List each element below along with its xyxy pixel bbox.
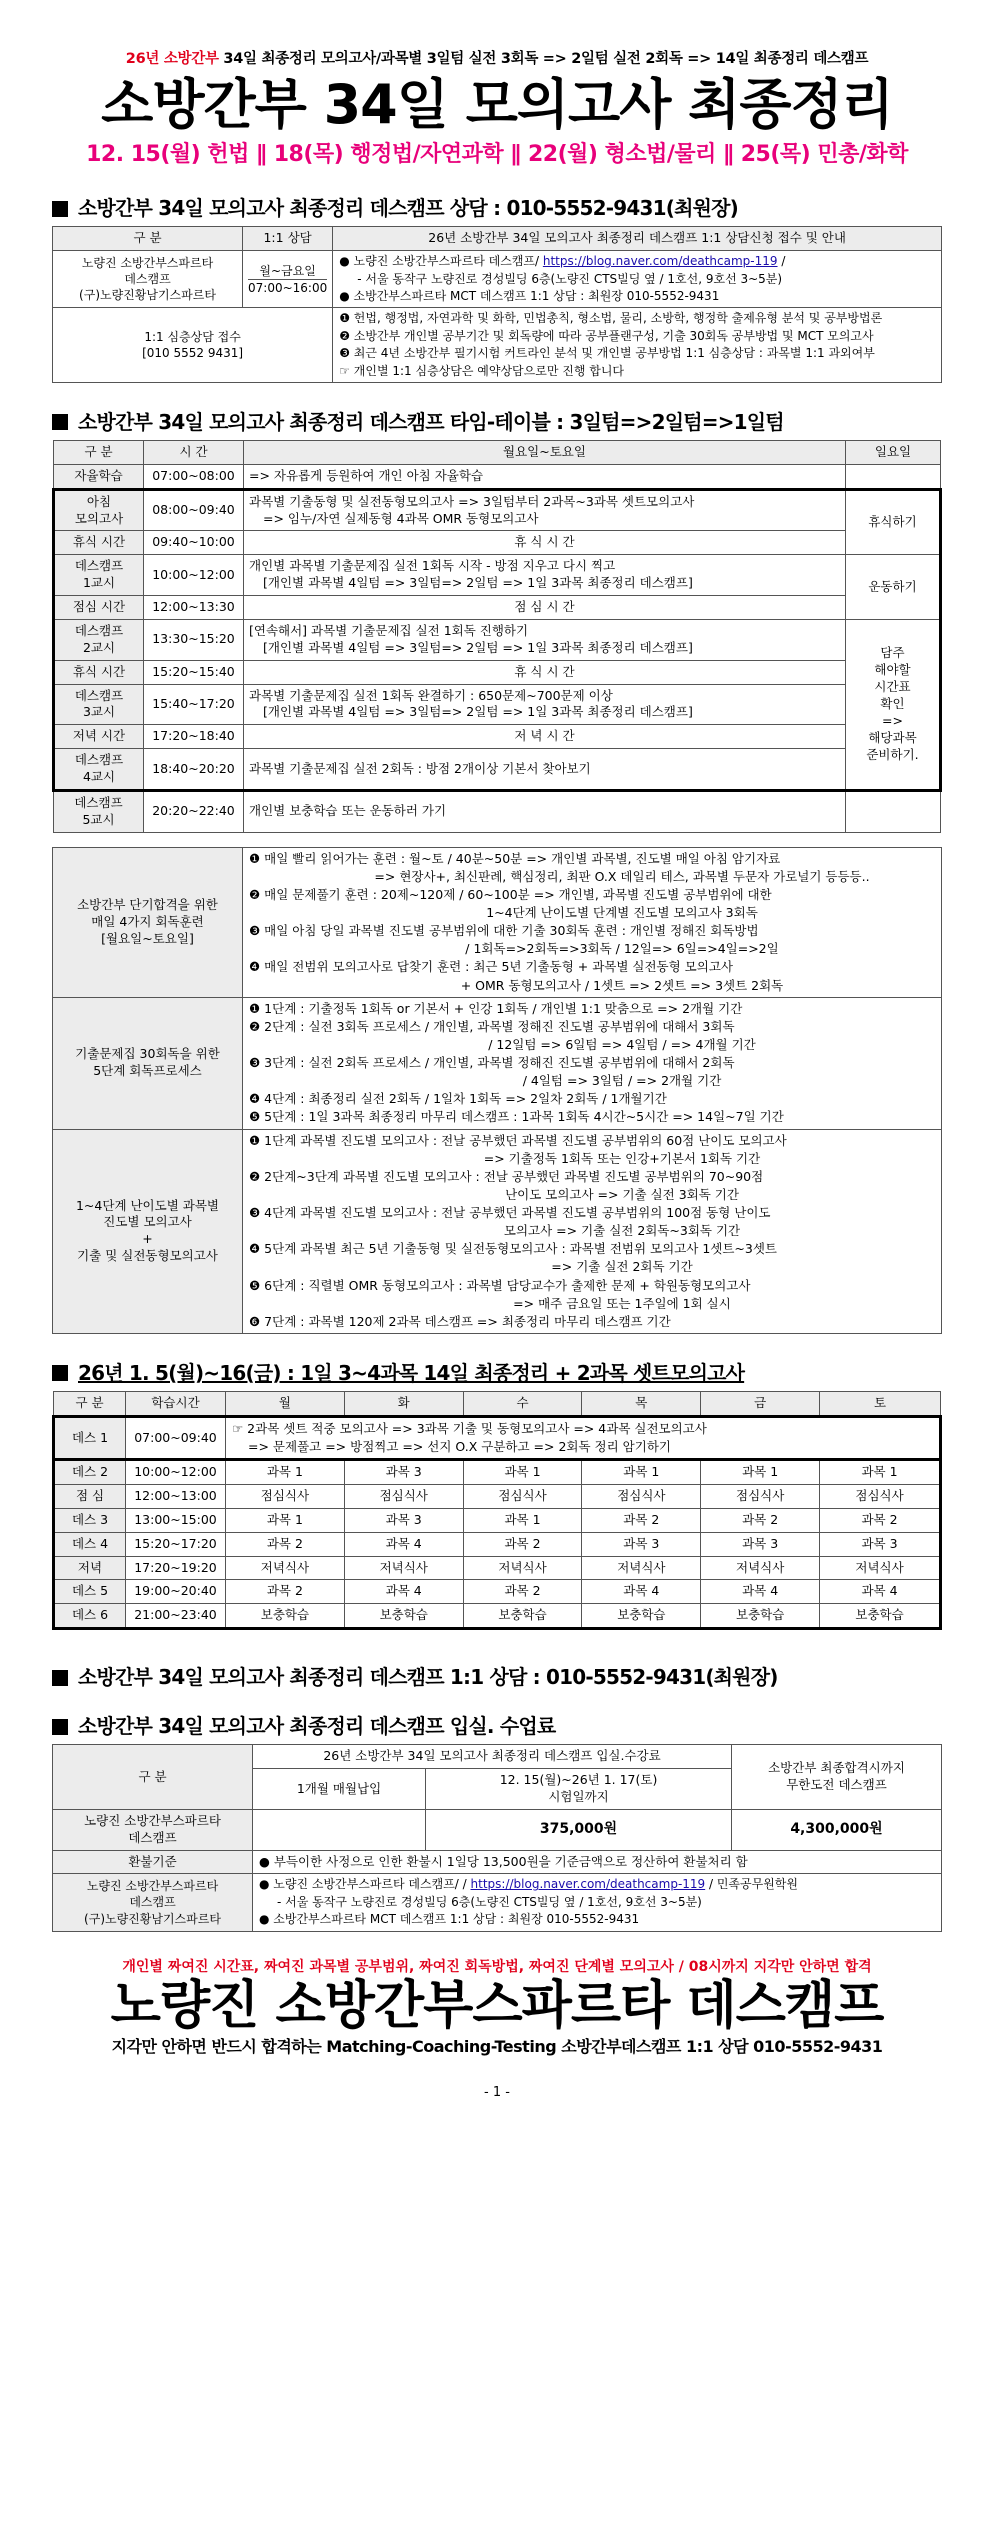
timetable-row (54, 596, 941, 620)
jan-cell: 과목 1 (582, 1460, 701, 1485)
timetable-row (54, 555, 941, 596)
method-label: 기출문제집 30회독을 위한 5단계 회독프로세스 (53, 997, 243, 1129)
consult-header-1on1: 1:1 상담 (243, 227, 333, 251)
jan-row-time: 07:00~09:40 (126, 1416, 226, 1459)
jan-row-time: 19:00~20:40 (126, 1580, 226, 1604)
jan-row-label: 데스 6 (54, 1604, 126, 1629)
jan-row (54, 1556, 941, 1580)
fee-header-monthly: 1개월 매월납입 (253, 1769, 426, 1810)
jan-cell: 과목 3 (701, 1532, 820, 1556)
jan-cell: 점심식사 (344, 1484, 463, 1508)
timetable-row-content: 과목별 기출문제집 실전 1회독 완결하기 : 650문제~700문제 이상 [개인별 과목별 4일텀 => 3일텀=> 2일텀 => 1일 3과목 최종정리 데스캠프] (244, 684, 846, 725)
jan-cell: 과목 3 (820, 1532, 941, 1556)
jan-cell: 과목 2 (463, 1532, 582, 1556)
timetable-row-content: 과목별 기출동형 및 실전동형모의고사 => 3일텀부터 2과목~3과목 셋트모의고사 => 임누/자연 실제동형 4과목 OMR 동형모의고사 (244, 489, 846, 531)
fee-price-unlimited: 4,300,000원 (732, 1809, 942, 1850)
jan-cell: 보충학습 (226, 1604, 345, 1629)
timetable-row-time: 07:00~08:00 (144, 464, 244, 489)
fee-section-title: 소방간부 34일 모의고사 최종정리 데스캠프 입실. 수업료 (52, 1713, 942, 1740)
jan-row (54, 1580, 941, 1604)
jan-cell: 과목 2 (701, 1508, 820, 1532)
jan-cell: 과목 1 (463, 1508, 582, 1532)
jan-cell: 보충학습 (820, 1604, 941, 1629)
fee-addr-label: 노량진 소방간부스파르타 데스캠프 (구)노량진황남기스파르타 (53, 1874, 253, 1931)
jan-cell: 보충학습 (582, 1604, 701, 1629)
top-tagline-rest: 34일 최종정리 모의고사/과목별 3일텀 실전 3회독 => 2일텀 실전 2회독 => 14일 최종정리 데스캠프 (223, 51, 869, 67)
jan-cell: 과목 1 (226, 1508, 345, 1532)
timetable-row (54, 464, 941, 489)
timetable-sun-merged: 담주 해야할 시간표 확인 => 해당과목 준비하기. (846, 619, 941, 790)
refund-text: ● 부득이한 사정으로 인한 환불시 1일당 13,500원을 기준금액으로 정산하여 환불처리 함 (253, 1850, 942, 1874)
fee-row-label: 노량진 소방간부스파르타 데스캠프 (53, 1809, 253, 1850)
timetable (52, 440, 942, 833)
square-bullet-icon (52, 1365, 68, 1381)
jan-cell: 점심식사 (820, 1484, 941, 1508)
jan-cell: 과목 3 (344, 1508, 463, 1532)
jan-row (54, 1508, 941, 1532)
jan-cell: 과목 1 (463, 1460, 582, 1485)
timetable-row-label: 자율학습 (54, 464, 144, 489)
jan-row-time: 12:00~13:00 (126, 1484, 226, 1508)
jan-row-time: 10:00~12:00 (126, 1460, 226, 1485)
timetable-header-weekday: 월요일~토요일 (244, 440, 846, 464)
timetable-row-label: 데스캠프 1교시 (54, 555, 144, 596)
jan-table (52, 1391, 942, 1630)
refund-label: 환불기준 (53, 1850, 253, 1874)
timetable-row-label: 데스캠프 3교시 (54, 684, 144, 725)
fee-table (52, 1744, 942, 1931)
jan-cell: 과목 3 (582, 1532, 701, 1556)
jan-cell: 과목 1 (701, 1460, 820, 1485)
jan-cell: 보충학습 (463, 1604, 582, 1629)
method-label: 소방간부 단기합격을 위한 매일 4가지 회독훈련 [월요일~토요일] (53, 847, 243, 997)
timetable-row-content: 점 심 시 간 (244, 596, 846, 620)
timetable-row-content: 휴 식 시 간 (244, 531, 846, 555)
method-content: ❶ 1단계 과목별 진도별 모의고사 : 전날 공부했던 과목별 진도별 공부범위의 60점 난이도 모의고사 => 기출정독 1회독 또는 인강+기본서 1회독 기간 ❷ 2단계~3단계 과목별 진도별 모의고사 : 전날 공부했던 과목별 진도별 공부범위의 70~90점 난이도 모의고사 => 기출 실전 3회독 기간 ❸ 4단계 과목별 진도별 모의고사 : 전날 공부했던 과목별 진도별 공부범위의 100점 동형 난이도 모의고사 => 기출 실전 2회독~3회독 기간 ❹ 5단계 과목별 최근 5년 기출동형 및 실전동형모의고사 : 과목별 전범위 모의고사 1셋트~3셋트 => 기출 실전 2회독 기간 ❺ 6단계 : 직렬별 OMR 동형모의고사 : 과목별 담당교수가 출제한 문제 + 학원동형모의고사 => 매주 금요일 또는 1주일에 1회 실시 ❻ 7단계 : 과목별 120제 2과목 데스캠프 => 최종정리 마무리 데스캠프 기간 (243, 1129, 942, 1333)
timetable-sun-cell: 휴식하기 (846, 489, 941, 555)
timetable-row (54, 684, 941, 725)
timetable-row-time: 15:40~17:20 (144, 684, 244, 725)
timetable-header-time: 시 간 (144, 440, 244, 464)
square-bullet-icon (52, 201, 68, 217)
jan-row (54, 1460, 941, 1485)
timetable-row-time: 10:00~12:00 (144, 555, 244, 596)
top-tagline-prefix: 26년 소방간부 (125, 51, 219, 67)
timetable-header-gubun: 구 분 (54, 440, 144, 464)
fee-header-main: 26년 소방간부 34일 모의고사 최종정리 데스캠프 입실.수강료 (253, 1745, 732, 1769)
jan-header: 학습시간 (126, 1391, 226, 1416)
jan-cell: 과목 1 (820, 1460, 941, 1485)
footer-subtitle: 지각만 안하면 반드시 합격하는 Matching-Coaching-Testing 소방간부데스캠프 1:1 상담 010-5552-9431 (111, 2037, 883, 2057)
jan-row-time: 15:20~17:20 (126, 1532, 226, 1556)
jan-cell: 저녁식사 (344, 1556, 463, 1580)
jan-section-title: 26년 1. 5(월)~16(금) : 1일 3~4과목 14일 최종정리 + 2과목 셋트모의고사 (52, 1360, 942, 1387)
timetable-row-time: 08:00~09:40 (144, 489, 244, 531)
jan-cell: 저녁식사 (582, 1556, 701, 1580)
timetable-section-title: 소방간부 34일 모의고사 최종정리 데스캠프 타임-테이블 : 3일텀=>2일텀=>1일텀 (52, 409, 942, 436)
methods-table (52, 847, 942, 1334)
timetable-row-time: 09:40~10:00 (144, 531, 244, 555)
top-tagline (52, 50, 942, 70)
jan-cell: 보충학습 (344, 1604, 463, 1629)
jan-row1-content: ☞ 2과목 셋트 적중 모의고사 => 3과목 기출 및 동형모의고사 => 4과목 실전모의고사 => 문제풀고 => 방점찍고 => 선지 O.X 구분하고 => 2회독 정리 암기하기 (226, 1416, 941, 1459)
jan-cell: 보충학습 (701, 1604, 820, 1629)
consult-section-title: 소방간부 34일 모의고사 최종정리 데스캠프 상담 : 010-5552-9431(최원장) (52, 195, 942, 222)
jan-cell: 과목 1 (226, 1460, 345, 1485)
jan-row (54, 1532, 941, 1556)
jan-row (54, 1484, 941, 1508)
jan-row-time: 17:20~19:20 (126, 1556, 226, 1580)
timetable-row-content: [연속해서] 과목별 기출문제집 실전 1회독 진행하기 [개인별 과목별 4일텀 => 3일텀=> 2일텀 => 1일 3과목 최종정리 데스캠프] (244, 619, 846, 660)
jan-cell: 과목 4 (344, 1532, 463, 1556)
consult-row1-time: 월~금요일 07:00~16:00 (243, 251, 333, 308)
jan-header: 구 분 (54, 1391, 126, 1416)
footer-title: 노량진 소방간부스파르타 데스캠프 (110, 1975, 884, 2036)
timetable-row-label: 데스캠프 2교시 (54, 619, 144, 660)
timetable-row (54, 531, 941, 555)
jan-cell: 과목 4 (582, 1580, 701, 1604)
timetable-row-time: 12:00~13:30 (144, 596, 244, 620)
fee-header-gubun: 구 분 (53, 1745, 253, 1810)
jan-row-label: 데스 4 (54, 1532, 126, 1556)
consult-header-gubun: 구 분 (53, 227, 243, 251)
exam-dates: 12. 15(월) 헌법 ∥ 18(목) 행정법/자연과학 ∥ 22(월) 형소법/물리 ∥ 25(목) 민총/화학 (86, 141, 908, 167)
jan-header: 목 (582, 1391, 701, 1416)
jan-cell: 저녁식사 (701, 1556, 820, 1580)
jan-cell: 점심식사 (226, 1484, 345, 1508)
jan-row-time: 13:00~15:00 (126, 1508, 226, 1532)
method-row (53, 997, 942, 1129)
timetable-row-label: 저녁 시간 (54, 725, 144, 749)
timetable-sun-cell (846, 790, 941, 832)
blog-link[interactable]: https://blog.naver.com/deathcamp-119 (542, 254, 778, 269)
square-bullet-icon (52, 1719, 68, 1735)
jan-cell: 과목 3 (344, 1460, 463, 1485)
timetable-header-sunday: 일요일 (846, 440, 941, 464)
jan-header: 수 (463, 1391, 582, 1416)
document-page (52, 50, 942, 2101)
consult-row1-info: ● 노량진 소방간부스파르타 데스캠프/ https://blog.naver.com/deathcamp-119 / - 서울 동작구 노량진로 경성빌딩 6층(노량진 CTS빌딩 옆 / 1호선, 9호선 3~5분) ● 소방간부스파르타 MCT 데스캠프 1:1 상담 : 최원장 010-5552-9431 (333, 251, 942, 308)
blog-link-2[interactable]: https://blog.naver.com/deathcamp-119 (470, 1877, 706, 1892)
jan-row-label: 데스 2 (54, 1460, 126, 1485)
method-row (53, 847, 942, 997)
page-title: 소방간부 34일 모의고사 최종정리 (101, 72, 893, 136)
jan-cell: 점심식사 (701, 1484, 820, 1508)
timetable-row-time: 18:40~20:20 (144, 749, 244, 791)
jan-row-label: 점 심 (54, 1484, 126, 1508)
jan-row-label: 데스 5 (54, 1580, 126, 1604)
method-label: 1~4단계 난이도별 과목별 진도별 모의고사 + 기출 및 실전동형모의고사 (53, 1129, 243, 1333)
jan-cell: 과목 2 (226, 1532, 345, 1556)
consult-table (52, 226, 942, 383)
timetable-row-content: => 자유롭게 등원하여 개인 아침 자율학습 (244, 464, 846, 489)
fee-addr-info: ● 노량진 소방간부스파르타 데스캠프/ / https://blog.naver.com/deathcamp-119 / 민족공무원학원 - 서울 동작구 노량진로 경성빌딩 6층(노량진 CTS빌딩 옆 / 1호선, 9호선 3~5분) ● 소방간부스파르타 MCT 데스캠프 1:1 상담 : 최원장 010-5552-9431 (253, 1874, 942, 1931)
jan-header: 월 (226, 1391, 345, 1416)
method-content: ❶ 1단계 : 기출정독 1회독 or 기본서 + 인강 1회독 / 개인별 1:1 맞춤으로 => 2개월 기간 ❷ 2단계 : 실전 3회독 프로세스 / 개인별, 과목별 정해진 진도별 공부범위에 대해서 3회독 / 12일텀 => 6일텀 => 4일텀 / => 4개월 기간 ❸ 3단계 : 실전 2회독 프로세스 / 개인별, 과목별 정해진 진도별 공부범위에 대해서 2회독 / 4일텀 => 3일텀 / => 2개월 기간 ❹ 4단계 : 최종정리 실전 2회독 / 1일차 1회독 => 2일차 2회독 / 1개월기간 ❺ 5단계 : 1일 3과목 최종정리 마무리 데스캠프 : 1과목 1회독 4시간~5시간 => 14일~7일 기간 (243, 997, 942, 1129)
timetable-row-content: 과목별 기출문제집 실전 2회독 : 방점 2개이상 기본서 찾아보기 (244, 749, 846, 791)
footer-red-line: 개인별 짜여진 시간표, 짜여진 과목별 공부범위, 짜여진 회독방법, 짜여진 단계별 모의고사 / 08시까지 지각만 안하면 합격 (122, 1958, 872, 1975)
jan-cell: 과목 2 (463, 1580, 582, 1604)
jan-row-label: 저녁 (54, 1556, 126, 1580)
timetable-row-time: 13:30~15:20 (144, 619, 244, 660)
timetable-row (54, 619, 941, 660)
timetable-row (54, 790, 941, 832)
jan-row-label: 데스 3 (54, 1508, 126, 1532)
timetable-row (54, 725, 941, 749)
consult2-section-title: 소방간부 34일 모의고사 최종정리 데스캠프 1:1 상담 : 010-5552-9431(최원장) (52, 1664, 942, 1691)
jan-cell: 과목 4 (820, 1580, 941, 1604)
square-bullet-icon (52, 1670, 68, 1686)
jan-header: 토 (820, 1391, 941, 1416)
consult-row2-info: ❶ 헌법, 행정법, 자연과학 및 화학, 민법총칙, 형소법, 물리, 소방학, 행정학 출제유형 분석 및 공부방법론 ❷ 소방간부 개인별 공부기간 및 회독량에 따라 공부플랜구성, 기출 30회독 공부방법 및 MCT 모의고사 ❸ 최근 4년 소방간부 필기시험 커트라인 분석 및 개인별 공부방법 1:1 심층상담 : 과목별 1:1 과외여부 ☞ 개인별 1:1 심층상담은 예약상담으로만 진행 합니다 (333, 308, 942, 383)
timetable-row (54, 749, 941, 791)
fee-empty-cell (253, 1809, 426, 1850)
jan-cell: 저녁식사 (820, 1556, 941, 1580)
fee-header-right: 소방간부 최종합격시까지 무한도전 데스캠프 (732, 1745, 942, 1810)
jan-cell: 점심식사 (582, 1484, 701, 1508)
jan-header: 금 (701, 1391, 820, 1416)
timetable-sun-cell: 운동하기 (846, 555, 941, 620)
jan-cell: 과목 4 (344, 1580, 463, 1604)
timetable-row-content: 저 녁 시 간 (244, 725, 846, 749)
timetable-row-time: 15:20~15:40 (144, 660, 244, 684)
timetable-row (54, 489, 941, 531)
jan-cell: 과목 2 (226, 1580, 345, 1604)
consult-row2-label: 1:1 심층상담 접수 [010 5552 9431] (53, 308, 333, 383)
timetable-row (54, 660, 941, 684)
jan-header: 화 (344, 1391, 463, 1416)
timetable-row-label: 데스캠프 5교시 (54, 790, 144, 832)
timetable-row-label: 아침 모의고사 (54, 489, 144, 531)
jan-row (54, 1604, 941, 1629)
consult-row1-label: 노량진 소방간부스파르타 데스캠프 (구)노량진황남기스파르타 (53, 251, 243, 308)
jan-row (54, 1416, 941, 1459)
fee-header-period: 12. 15(월)~26년 1. 17(토) 시험일까지 (426, 1769, 732, 1810)
jan-cell: 과목 2 (820, 1508, 941, 1532)
square-bullet-icon (52, 414, 68, 430)
fee-price-period: 375,000원 (426, 1809, 732, 1850)
timetable-row-label: 데스캠프 4교시 (54, 749, 144, 791)
timetable-row-time: 20:20~22:40 (144, 790, 244, 832)
jan-cell: 점심식사 (463, 1484, 582, 1508)
timetable-row-label: 휴식 시간 (54, 660, 144, 684)
timetable-row-content: 개인별 과목별 기출문제집 실전 1회독 시작 - 방점 지우고 다시 찍고 [개인별 과목별 4일텀 => 3일텀=> 2일텀 => 1일 3과목 최종정리 데스캠프] (244, 555, 846, 596)
page-number: - 1 - (484, 2084, 510, 2100)
jan-row-label: 데스 1 (54, 1416, 126, 1459)
consult-header-info: 26년 소방간부 34일 모의고사 최종정리 데스캠프 1:1 상담신청 접수 및 안내 (333, 227, 942, 251)
timetable-row-content: 개인별 보충학습 또는 운동하러 가기 (244, 790, 846, 832)
jan-cell: 저녁식사 (226, 1556, 345, 1580)
jan-row-time: 21:00~23:40 (126, 1604, 226, 1629)
timetable-row-content: 휴 식 시 간 (244, 660, 846, 684)
timetable-row-label: 휴식 시간 (54, 531, 144, 555)
timetable-row-time: 17:20~18:40 (144, 725, 244, 749)
method-content: ❶ 매일 빨리 읽어가는 훈련 : 월~토 / 40분~50분 => 개인별 과목별, 진도별 매일 아침 암기자료 => 현장사+, 최신판례, 핵심정리, 최판 O.X 데일리 테스, 과목별 두문자 가로널기 등등등.. ❷ 매일 문제풀기 훈련 : 20제~120제 / 60~100분 => 개인별, 과목별 진도별 공부범위에 대한 1~4단계 난이도별 단계별 진도별 모의고사 3회독 ❸ 매일 아침 당일 과목별 진도별 공부범위에 대한 기출 30회독 훈련 : 개인별 정해진 회독방법 / 1회독=>2회독=>3회독 / 12일=> 6일=>4일=>2일 ❹ 매일 전범위 모의고사로 답찾기 훈련 : 최근 5년 기출동형 + 과목별 실전동형 모의고사 + OMR 동형모의고사 / 1셋트 => 2셋트 => 3셋트 2회독 (243, 847, 942, 997)
timetable-sun-cell (846, 464, 941, 489)
method-row (53, 1129, 942, 1333)
jan-cell: 저녁식사 (463, 1556, 582, 1580)
jan-cell: 과목 4 (701, 1580, 820, 1604)
jan-cell: 과목 2 (582, 1508, 701, 1532)
timetable-row-label: 점심 시간 (54, 596, 144, 620)
